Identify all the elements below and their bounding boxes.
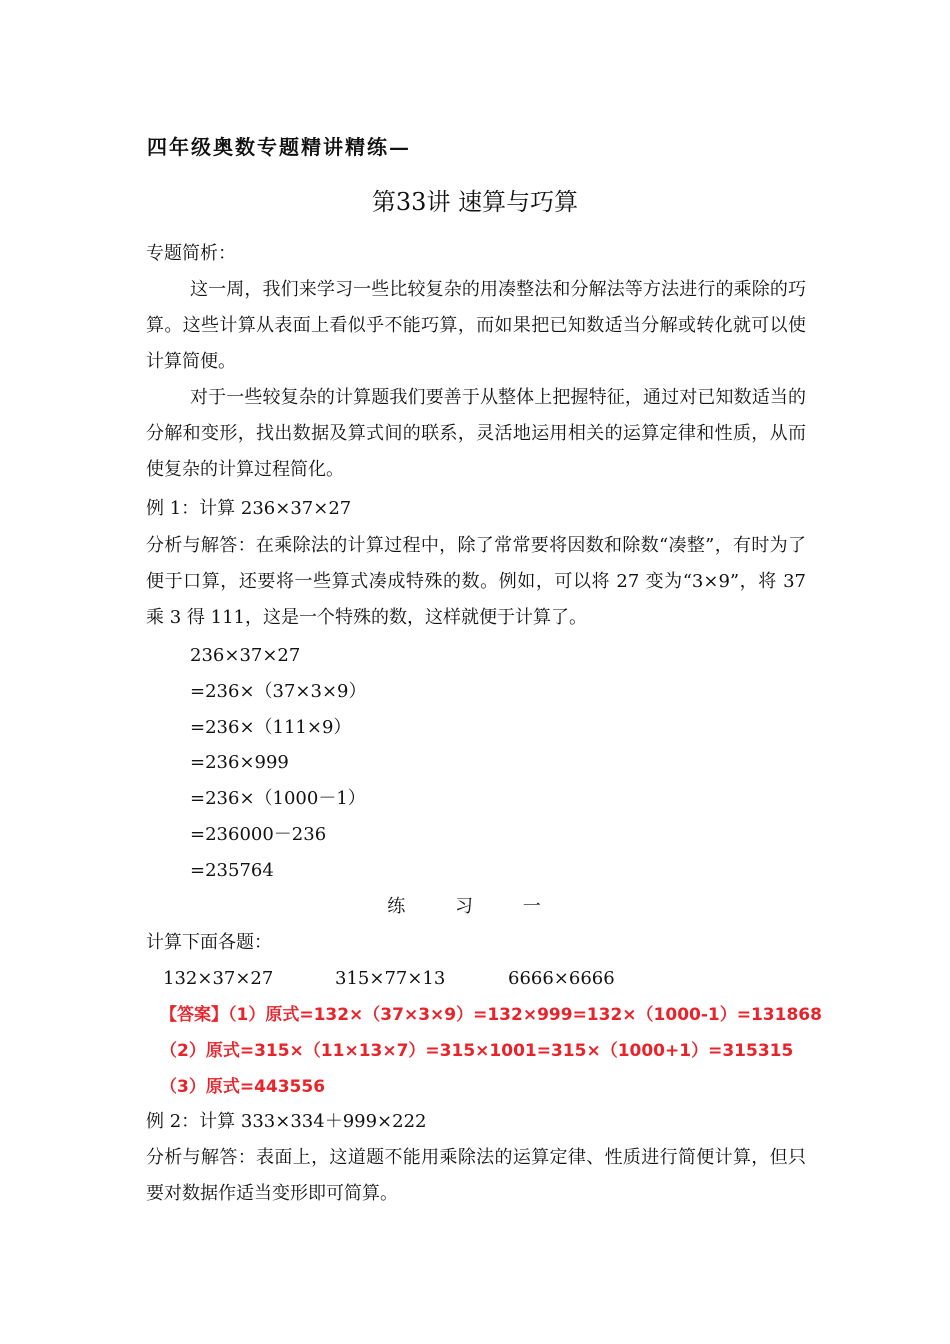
exercise1-answer: 【答案】（1）原式=132×（37×3×9）=132×999=132×（1000-1）=131868 [160,1005,822,1025]
series-heading: 四年级奥数专题精讲精练— [147,135,411,159]
exercise1-problem: 132×37×27 [163,968,274,989]
lesson-title: 第33讲 速算与巧算 [371,188,579,216]
example1-step: =236×999 [190,752,289,773]
exercise1-prompt: 计算下面各题： [146,932,272,953]
example2-analysis: 分析与解答：表面上，这道题不能用乘除法的运算定律、性质进行简便计算，但只要对数据作适当变形即可简算。 [146,1147,806,1204]
example1-step: 236×37×27 [190,645,301,666]
example1-step: =236×（37×3×9） [190,681,367,702]
exercise1-answer: （3）原式=443556 [160,1077,326,1097]
example1-step: =236000－236 [190,824,327,845]
intro-label: 专题简析： [146,243,236,264]
exercise1-title: 练 习 一 [387,896,563,917]
example1-step: =235764 [190,860,274,881]
example1-step: =236×（1000－1） [190,788,366,809]
example1-analysis: 分析与解答：在乘除法的计算过程中，除了常常要将因数和除数“凑整”，有时为了便于口算，还要将一些算式凑成特殊的数。例如，可以将 27 变为“3×9”，将 37 乘 3 得 111，这是一个特殊的数，这样就便于计算了。 [146,535,806,628]
example1-title: 例 1：计算 236×37×27 [146,498,352,519]
example2-title: 例 2：计算 333×334＋999×222 [146,1111,427,1132]
intro-paragraph-2: 对于一些较复杂的计算题我们要善于从整体上把握特征，通过对已知数适当的分解和变形，找出数据及算式间的联系，灵活地运用相关的运算定律和性质，从而使复杂的计算过程简化。 [146,387,806,480]
intro-paragraph-1: 这一周，我们来学习一些比较复杂的用凑整法和分解法等方法进行的乘除的巧算。这些计算从表面上看似乎不能巧算，而如果把已知数适当分解或转化就可以使计算简便。 [146,279,806,372]
exercise1-problem: 6666×6666 [508,968,615,989]
exercise1-answer: （2）原式=315×（11×13×7）=315×1001=315×（1000+1）=315315 [160,1041,794,1061]
exercise1-problem: 315×77×13 [335,968,446,989]
example1-step: =236×（111×9） [190,717,352,738]
